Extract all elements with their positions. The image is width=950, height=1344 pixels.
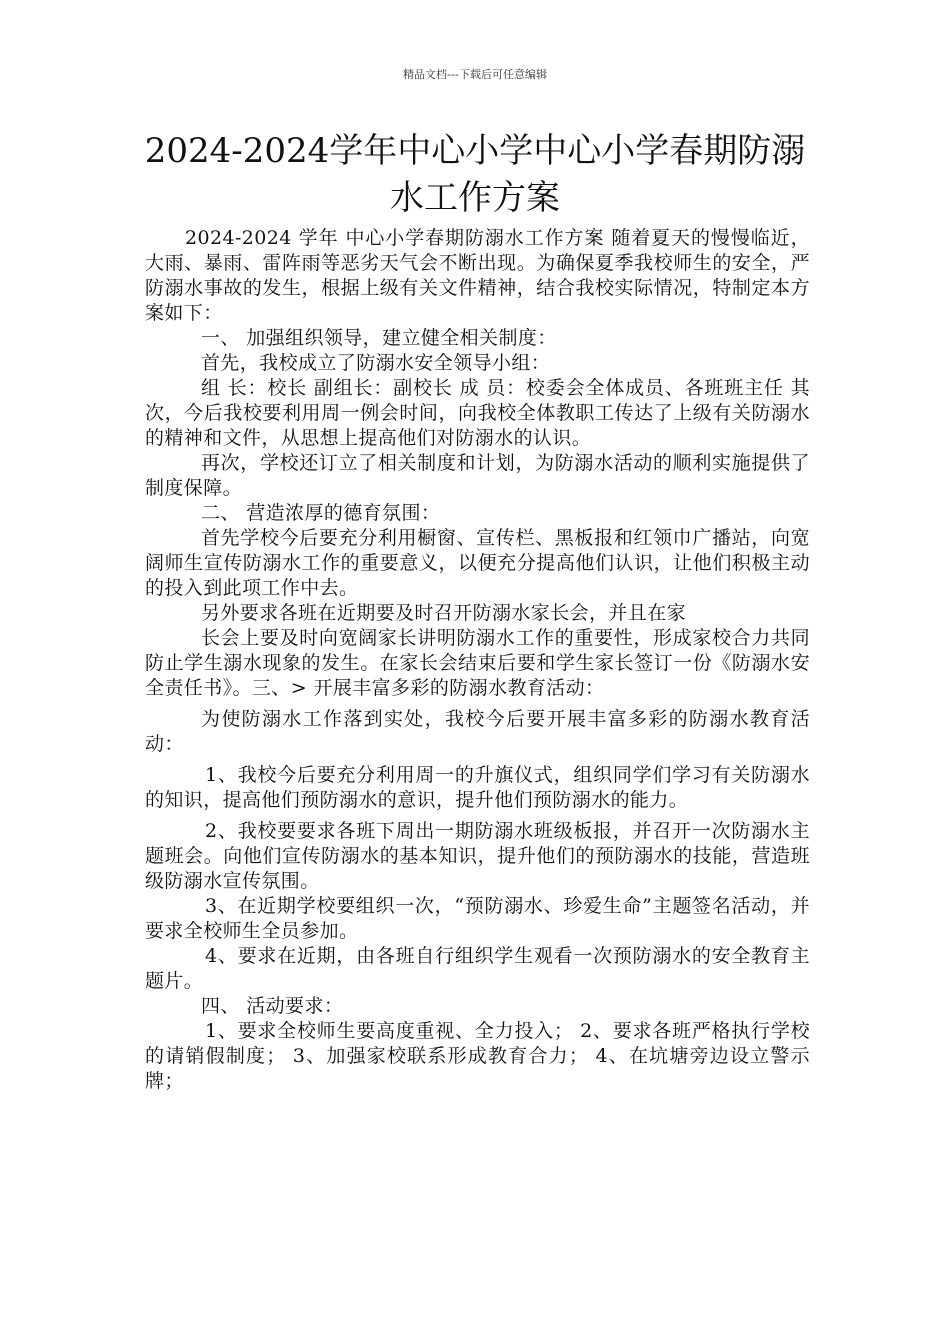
paragraph: 为使防溺水工作落到实处，我校今后要开展丰富多彩的防溺水教育活动： (145, 708, 810, 755)
list-item: 2、我校要要求各班下周出一期防溺水班级板报，并召开一次防溺水主题班会。向他们宣传防溺水的基本知识，提升他们的预防溺水的技能，营造班级防溺水宣传氛围。 (145, 820, 810, 892)
paragraph: 长会上要及时向宽阔家长讲明防溺水工作的重要性，形成家校合力共同防止学生溺水现象的发生。在家长会结束后要和学生家长签订一份《防溺水安全责任书》。三、> 开展丰富多彩的防溺水教育活动： (145, 627, 810, 699)
paragraph: 另外要求各班在近期要及时召开防溺水家长会，并且在家 (201, 602, 687, 624)
list-item: 1、要求全校师生要高度重视、全力投入； 2、要求各班严格执行学校的请销假制度； 3、加强家校联系形成教育合力； 4、在坑塘旁边设立警示牌； (145, 1020, 810, 1092)
list-item: 3、在近期学校要组织一次，“预防溺水、珍爱生命”主题签名活动，并要求全校师生全员参加。 (145, 895, 810, 942)
paragraph: 首先，我校成立了防溺水安全领导小组： (201, 352, 551, 374)
list-item: 1、我校今后要充分利用周一的升旗仪式，组织同学们学习有关防溺水的知识，提高他们预防溺水的意识，提升他们预防溺水的能力。 (145, 764, 810, 811)
page-header: 精品文档---下载后可任意编辑 (403, 68, 547, 81)
section-heading-4: 四、 活动要求： (201, 995, 344, 1017)
section-heading-2: 二、 营造浓厚的德育氛围： (201, 502, 441, 524)
section-heading-1: 一、 加强组织领导，建立健全相关制度： (201, 327, 557, 349)
list-item: 4、要求在近期，由各班自行组织学生观看一次预防溺水的安全教育主题片。 (145, 945, 810, 992)
document-title: 2024-2024学年中心小学中心小学春期防溺水工作方案 (144, 131, 806, 218)
paragraph: 再次，学校还订立了相关制度和计划，为防溺水活动的顺利实施提供了制度保障。 (145, 452, 810, 499)
paragraph: 首先学校今后要充分利用橱窗、宣传栏、黑板报和红领巾广播站，向宽阔师生宣传防溺水工作的重要意义，以便充分提高他们认识，让他们积极主动的投入到此项工作中去。 (145, 527, 810, 599)
paragraph: 组 长：校长 副组长：副校长 成 员：校委会全体成员、各班班主任 其次，今后我校要利用周一例会时间，向我校全体教职工传达了上级有关防溺水的精神和文件，从思想上提高他们对防溺水的认识。 (145, 377, 810, 449)
paragraph-intro: 2024-2024 学年 中心小学春期防溺水工作方案 随着夏天的慢慢临近，大雨、暴雨、雷阵雨等恶劣天气会不断出现。为确保夏季我校师生的安全，严防溺水事故的发生，根据上级有关文件精神，结合我校实际情况，特制定本方案如下： (145, 227, 810, 324)
document-body (145, 226, 810, 1094)
